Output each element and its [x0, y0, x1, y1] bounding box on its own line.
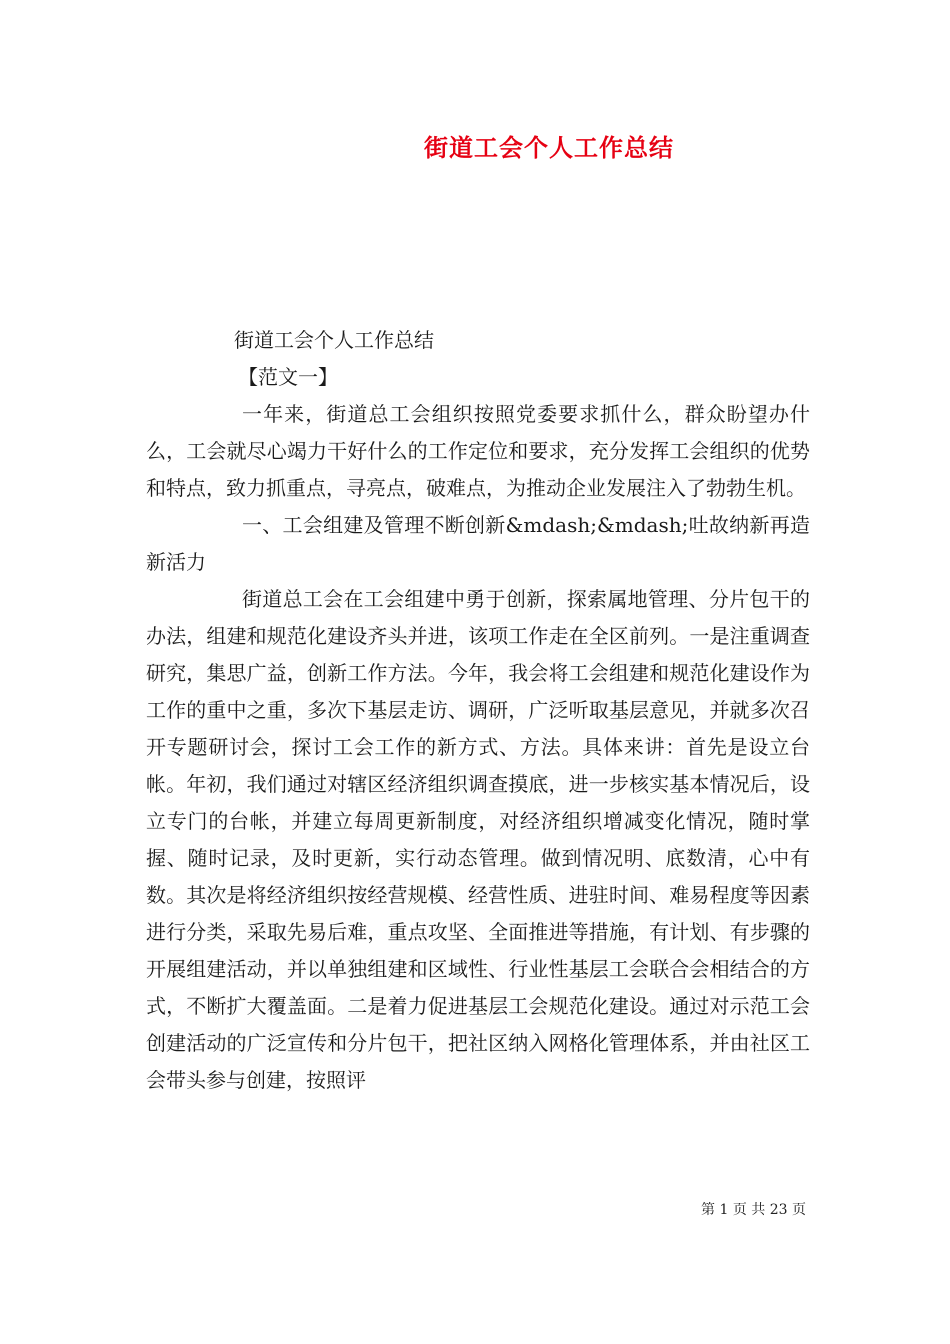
section-heading: 一、工会组建及管理不断创新&mdash;&mdash;吐故纳新再造新活力	[146, 513, 810, 574]
paragraph-body: 街道总工会在工会组建中勇于创新，探索属地管理、分片包干的办法，组建和规范化建设齐头并进，该项工作走在全区前列。一是注重调查研究，集思广益，创新工作方法。今年，我会将工会组建和规范化建设作为工作的重中之重，多次下基层走访、调研，广泛听取基层意见，并就多次召开专题研讨会，探讨工会工作的新方式、方法。具体来讲：首先是设立台帐。年初，我们通过对辖区经济组织调查摸底，进一步核实基本情况后，设立专门的台帐，并建立每周更新制度，对经济组织增减变化情况，随时掌握、随时记录，及时更新，实行动态管理。做到情况明、底数清，心中有数。其次是将经济组织按经营规模、经营性质、进驻时间、难易程度等因素进行分类，采取先易后难，重点攻坚、全面推进等措施，有计划、有步骤的开展组建活动，并以单独组建和区域性、行业性基层工会联合会相结合的方式，不断扩大覆盖面。二是着力促进基层工会规范化建设。通过对示范工会创建活动的广泛宣传和分片包干，把社区纳入网格化管理体系，并由社区工会带头参与创建，按照评	[146, 587, 810, 1092]
document-subtitle: 街道工会个人工作总结	[234, 328, 434, 352]
document-body	[146, 322, 810, 1099]
page-footer: 第 1 页 共 23 页	[701, 1202, 806, 1218]
document-title: 街道工会个人工作总结	[424, 133, 674, 162]
paragraph-intro: 一年来，街道总工会组织按照党委要求抓什么，群众盼望办什么，工会就尽心竭力干好什么的工作定位和要求，充分发挥工会组织的优势和特点，致力抓重点，寻亮点，破难点，为推动企业发展注入了勃勃生机。	[146, 402, 810, 500]
section-tag: 【范文一】	[238, 365, 338, 389]
